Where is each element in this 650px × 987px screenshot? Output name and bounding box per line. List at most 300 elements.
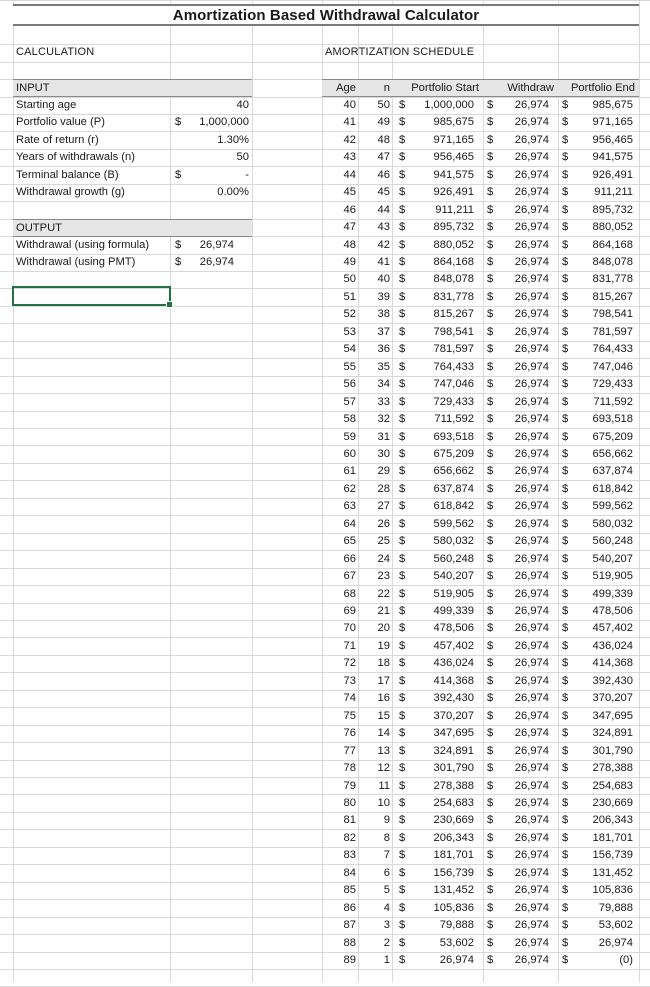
portfolio-end-cell: 880,052 (592, 221, 633, 234)
table-row[interactable] (322, 795, 639, 812)
portfolio-start-cell: 540,207 (433, 570, 474, 583)
withdraw-cell: 26,974 (514, 273, 549, 286)
currency-symbol: $ (399, 622, 406, 635)
withdraw-cell: 26,974 (514, 151, 549, 164)
n-cell: 24 (377, 552, 390, 565)
portfolio-end-cell: 911,211 (594, 186, 633, 199)
currency-symbol: $ (399, 99, 406, 111)
currency-symbol: $ (487, 744, 494, 757)
n-cell: 49 (377, 116, 390, 129)
currency-symbol: $ (562, 325, 569, 338)
currency-symbol: $ (562, 343, 569, 356)
age-cell: 65 (343, 535, 356, 548)
table-row[interactable] (322, 167, 639, 184)
table-row[interactable] (322, 219, 639, 236)
portfolio-start-cell: 131,452 (433, 884, 474, 897)
table-row[interactable] (322, 516, 639, 533)
currency-symbol: $ (562, 465, 569, 478)
n-cell: 36 (377, 343, 390, 356)
currency-symbol: $ (399, 343, 406, 356)
age-cell: 52 (343, 308, 356, 321)
currency-symbol: $ (399, 465, 406, 478)
withdraw-cell: 26,974 (514, 762, 549, 774)
table-row[interactable] (322, 394, 639, 411)
age-cell: 72 (343, 657, 356, 670)
table-row[interactable] (322, 655, 639, 672)
portfolio-end-cell: 711,592 (593, 395, 633, 408)
currency-symbol: $ (399, 552, 406, 565)
withdraw-cell: 26,974 (514, 552, 549, 565)
currency-symbol: $ (487, 535, 494, 548)
currency-symbol: $ (399, 901, 406, 914)
currency-symbol: $ (562, 779, 569, 792)
currency-symbol: $ (562, 866, 569, 879)
table-row[interactable] (322, 586, 639, 603)
table-row[interactable] (322, 760, 639, 777)
n-cell: 40 (377, 273, 390, 286)
portfolio-start-cell: 864,168 (433, 256, 474, 268)
currency-symbol: $ (399, 290, 406, 303)
table-row[interactable] (322, 376, 639, 393)
table-row[interactable] (322, 254, 639, 271)
portfolio-end-cell: 815,267 (592, 290, 633, 303)
currency-symbol: $ (562, 500, 569, 513)
age-cell: 51 (343, 290, 356, 303)
portfolio-start-cell: 971,165 (433, 133, 474, 146)
portfolio-start-cell: 347,695 (433, 727, 474, 740)
table-row[interactable] (322, 481, 639, 498)
age-cell: 82 (343, 831, 356, 844)
table-row[interactable] (322, 568, 639, 585)
portfolio-end-cell: 392,430 (592, 674, 633, 687)
currency-symbol: $ (399, 151, 406, 164)
input-value: 1.30% (217, 133, 249, 146)
table-row[interactable] (322, 708, 639, 725)
age-cell: 64 (343, 517, 356, 530)
portfolio-end-cell: 848,078 (592, 256, 633, 268)
currency-symbol: $ (399, 203, 406, 216)
withdraw-cell: 26,974 (514, 221, 549, 234)
withdraw-cell: 26,974 (514, 290, 549, 303)
table-row[interactable] (322, 743, 639, 760)
age-cell: 78 (343, 762, 356, 774)
table-row[interactable] (322, 411, 639, 428)
currency-symbol: $ (487, 290, 494, 303)
table-row[interactable] (322, 952, 639, 969)
portfolio-end-cell: 230,669 (592, 796, 633, 809)
age-cell: 89 (343, 954, 356, 966)
n-cell: 7 (383, 849, 390, 862)
table-row[interactable] (322, 900, 639, 917)
withdraw-cell: 26,974 (514, 954, 549, 966)
age-cell: 44 (343, 168, 356, 181)
portfolio-end-cell: 675,209 (592, 430, 633, 443)
portfolio-end-cell: 206,343 (592, 814, 633, 827)
currency-symbol: $ (487, 151, 494, 164)
portfolio-start-cell: 181,701 (433, 849, 474, 862)
currency-symbol: $ (562, 570, 569, 583)
currency-symbol: $ (487, 919, 494, 932)
portfolio-start-cell: 1,000,000 (424, 99, 474, 111)
input-header: INPUT (16, 81, 50, 94)
n-cell: 46 (377, 168, 390, 181)
table-row[interactable] (322, 812, 639, 829)
n-cell: 35 (377, 360, 390, 373)
table-row[interactable] (322, 778, 639, 795)
currency-symbol: $ (399, 447, 406, 460)
currency-symbol: $ (562, 133, 569, 146)
currency-symbol: $ (487, 936, 494, 949)
currency-symbol: $ (399, 186, 406, 199)
withdraw-cell: 26,974 (514, 884, 549, 897)
age-cell: 58 (343, 413, 356, 426)
n-cell: 33 (377, 395, 390, 408)
n-cell: 12 (377, 762, 390, 774)
currency-symbol: $ (487, 116, 494, 129)
table-row[interactable] (322, 429, 639, 446)
n-cell: 19 (377, 639, 390, 652)
portfolio-start-cell: 831,778 (433, 290, 474, 303)
portfolio-end-cell: 956,465 (592, 133, 633, 146)
schedule-label: AMORTIZATION SCHEDULE (325, 46, 475, 58)
portfolio-start-cell: 206,343 (433, 831, 474, 844)
currency-symbol: $ (487, 378, 494, 391)
withdraw-cell: 26,974 (514, 709, 549, 722)
input-value: 0.00% (217, 186, 249, 199)
table-row[interactable] (322, 917, 639, 934)
currency-symbol: $ (562, 744, 569, 757)
withdraw-cell: 26,974 (514, 692, 549, 705)
portfolio-start-cell: 156,739 (433, 866, 474, 879)
input-value: 50 (236, 151, 249, 164)
n-cell: 29 (377, 465, 390, 478)
currency-symbol: $ (562, 936, 569, 949)
table-row[interactable] (322, 551, 639, 568)
n-cell: 6 (383, 866, 390, 879)
portfolio-end-cell: 156,739 (592, 849, 633, 862)
currency-symbol: $ (562, 919, 569, 932)
output-currency: $ (175, 256, 182, 268)
table-row[interactable] (322, 114, 639, 131)
currency-symbol: $ (487, 186, 494, 199)
portfolio-start-cell: 599,562 (433, 517, 474, 530)
output-label: Withdrawal (using PMT) (16, 256, 136, 268)
currency-symbol: $ (562, 657, 569, 670)
withdraw-cell: 26,974 (514, 500, 549, 513)
n-cell: 34 (377, 378, 390, 391)
n-cell: 37 (377, 325, 390, 338)
table-row[interactable] (322, 202, 639, 219)
portfolio-start-cell: 985,675 (433, 116, 474, 129)
n-cell: 2 (383, 936, 390, 949)
currency-symbol: $ (562, 430, 569, 443)
n-cell: 5 (383, 884, 390, 897)
currency-symbol: $ (487, 482, 494, 495)
currency-symbol: $ (487, 343, 494, 356)
portfolio-end-cell: 301,790 (592, 744, 633, 757)
table-row[interactable] (322, 533, 639, 550)
table-row[interactable] (322, 271, 639, 288)
input-label: Portfolio value (P) (16, 116, 105, 129)
withdraw-cell: 26,974 (514, 587, 549, 600)
age-cell: 81 (343, 814, 356, 827)
column-header-n: n (383, 81, 390, 94)
output-value: 26,974 (199, 238, 234, 251)
currency-symbol: $ (399, 762, 406, 774)
withdraw-cell: 26,974 (514, 343, 549, 356)
table-row[interactable] (322, 184, 639, 201)
withdraw-cell: 26,974 (514, 447, 549, 460)
age-cell: 61 (343, 465, 356, 478)
table-row[interactable] (322, 237, 639, 254)
currency-symbol: $ (562, 203, 569, 216)
currency-symbol: $ (562, 762, 569, 774)
currency-symbol: $ (487, 622, 494, 635)
withdraw-cell: 26,974 (514, 849, 549, 862)
column-header-withdraw: Withdraw (507, 81, 554, 94)
age-cell: 87 (343, 919, 356, 932)
n-cell: 27 (377, 500, 390, 513)
active-cell-selection[interactable] (12, 286, 171, 306)
portfolio-end-cell: 693,518 (592, 413, 633, 426)
currency-symbol: $ (399, 796, 406, 809)
table-row[interactable] (322, 830, 639, 847)
n-cell: 31 (377, 430, 390, 443)
table-row[interactable] (322, 882, 639, 899)
age-cell: 88 (343, 936, 356, 949)
age-cell: 57 (343, 395, 356, 408)
n-cell: 8 (383, 831, 390, 844)
n-cell: 32 (377, 413, 390, 426)
currency-symbol: $ (399, 535, 406, 548)
n-cell: 45 (377, 186, 390, 199)
age-cell: 54 (343, 343, 356, 356)
column-gridline (639, 0, 640, 982)
currency-symbol: $ (399, 849, 406, 862)
currency-symbol: $ (562, 709, 569, 722)
currency-symbol: $ (399, 133, 406, 146)
input-label: Terminal balance (B) (16, 168, 119, 181)
currency-symbol: $ (399, 378, 406, 391)
table-row[interactable] (322, 620, 639, 637)
table-row[interactable] (322, 673, 639, 690)
input-label: Years of withdrawals (n) (16, 151, 135, 164)
portfolio-end-cell: 599,562 (592, 500, 633, 513)
currency-symbol: $ (562, 378, 569, 391)
currency-symbol: $ (399, 395, 406, 408)
table-row[interactable] (322, 690, 639, 707)
portfolio-start-cell: 618,842 (433, 500, 474, 513)
portfolio-start-cell: 519,905 (433, 587, 474, 600)
currency-symbol: $ (487, 884, 494, 897)
currency-symbol: $ (487, 500, 494, 513)
age-cell: 75 (343, 709, 356, 722)
table-row[interactable] (322, 603, 639, 620)
portfolio-end-cell: 864,168 (592, 238, 633, 251)
portfolio-start-cell: 278,388 (433, 779, 474, 792)
n-cell: 17 (377, 674, 390, 687)
table-row[interactable] (322, 935, 639, 952)
currency-symbol: $ (399, 517, 406, 530)
currency-symbol: $ (399, 430, 406, 443)
input-value: 1,000,000 (199, 116, 249, 129)
currency-symbol: $ (562, 831, 569, 844)
n-cell: 50 (377, 99, 390, 111)
table-row[interactable] (322, 865, 639, 882)
portfolio-end-cell: 580,032 (592, 517, 633, 530)
n-cell: 25 (377, 535, 390, 548)
currency-symbol: $ (562, 168, 569, 181)
withdraw-cell: 26,974 (514, 622, 549, 635)
currency-symbol: $ (487, 831, 494, 844)
currency-symbol: $ (487, 674, 494, 687)
currency-symbol: $ (399, 413, 406, 426)
currency-symbol: $ (399, 168, 406, 181)
withdraw-cell: 26,974 (514, 936, 549, 949)
n-cell: 20 (377, 622, 390, 635)
currency-symbol: $ (562, 692, 569, 705)
portfolio-end-cell: 370,207 (592, 692, 633, 705)
currency-symbol: $ (487, 954, 494, 966)
title-cell[interactable] (13, 4, 639, 26)
portfolio-end-cell: 540,207 (592, 552, 633, 565)
age-cell: 70 (343, 622, 356, 635)
table-row[interactable] (322, 847, 639, 864)
portfolio-end-cell: 729,433 (592, 378, 633, 391)
portfolio-start-cell: 457,402 (433, 639, 474, 652)
age-cell: 48 (343, 238, 356, 251)
withdraw-cell: 26,974 (514, 186, 549, 199)
currency-symbol: $ (562, 413, 569, 426)
portfolio-start-cell: 105,836 (433, 901, 474, 914)
currency-symbol: $ (562, 238, 569, 251)
age-cell: 40 (343, 99, 356, 111)
age-cell: 42 (343, 133, 356, 146)
table-row[interactable] (322, 725, 639, 742)
n-cell: 18 (377, 657, 390, 670)
currency-symbol: $ (487, 168, 494, 181)
table-row[interactable] (322, 359, 639, 376)
currency-symbol: $ (399, 238, 406, 251)
currency-symbol: $ (487, 430, 494, 443)
withdraw-cell: 26,974 (514, 674, 549, 687)
portfolio-start-cell: 926,491 (433, 186, 474, 199)
withdraw-cell: 26,974 (514, 203, 549, 216)
portfolio-end-cell: 941,575 (592, 151, 633, 164)
currency-symbol: $ (562, 221, 569, 234)
table-row[interactable] (322, 446, 639, 463)
table-row[interactable] (322, 306, 639, 323)
portfolio-start-cell: 478,506 (433, 622, 474, 635)
currency-symbol: $ (399, 256, 406, 268)
portfolio-start-cell: 324,891 (433, 744, 474, 757)
withdraw-cell: 26,974 (514, 413, 549, 426)
table-row[interactable] (322, 97, 639, 114)
portfolio-start-cell: 499,339 (433, 605, 474, 617)
portfolio-start-cell: 637,874 (433, 482, 474, 495)
table-row[interactable] (322, 289, 639, 306)
currency-symbol: $ (399, 709, 406, 722)
age-cell: 84 (343, 866, 356, 879)
age-cell: 50 (343, 273, 356, 286)
currency-symbol: $ (487, 639, 494, 652)
n-cell: 15 (377, 709, 390, 722)
currency-symbol: $ (399, 570, 406, 583)
input-currency: $ (175, 168, 182, 181)
age-cell: 55 (343, 360, 356, 373)
currency-symbol: $ (562, 796, 569, 809)
withdraw-cell: 26,974 (514, 238, 549, 251)
portfolio-start-cell: 53,602 (439, 936, 474, 949)
n-cell: 9 (383, 814, 390, 827)
currency-symbol: $ (562, 517, 569, 530)
currency-symbol: $ (487, 308, 494, 321)
portfolio-end-cell: 895,732 (592, 203, 633, 216)
portfolio-end-cell: 560,248 (592, 535, 633, 548)
withdraw-cell: 26,974 (514, 779, 549, 792)
portfolio-end-cell: 254,683 (592, 779, 633, 792)
currency-symbol: $ (487, 605, 494, 617)
currency-symbol: $ (487, 238, 494, 251)
table-row[interactable] (322, 463, 639, 480)
portfolio-start-cell: 230,669 (433, 814, 474, 827)
table-row[interactable] (322, 341, 639, 358)
page-title: Amortization Based Withdrawal Calculator (172, 6, 480, 24)
table-row[interactable] (322, 498, 639, 515)
table-row[interactable] (322, 149, 639, 166)
withdraw-cell: 26,974 (514, 796, 549, 809)
withdraw-cell: 26,974 (514, 605, 549, 617)
currency-symbol: $ (562, 622, 569, 635)
n-cell: 43 (377, 221, 390, 234)
age-cell: 56 (343, 378, 356, 391)
table-row[interactable] (322, 324, 639, 341)
currency-symbol: $ (487, 814, 494, 827)
portfolio-start-cell: 895,732 (433, 221, 474, 234)
age-cell: 66 (343, 552, 356, 565)
column-gridline (13, 0, 14, 982)
portfolio-start-cell: 911,211 (435, 203, 474, 216)
portfolio-start-cell: 560,248 (433, 552, 474, 565)
portfolio-start-cell: 747,046 (433, 378, 474, 391)
portfolio-end-cell: 457,402 (592, 622, 633, 635)
portfolio-start-cell: 656,662 (433, 465, 474, 478)
age-cell: 43 (343, 151, 356, 164)
age-cell: 76 (343, 727, 356, 740)
age-cell: 86 (343, 901, 356, 914)
age-cell: 47 (343, 221, 356, 234)
currency-symbol: $ (487, 709, 494, 722)
portfolio-start-cell: 693,518 (433, 430, 474, 443)
withdraw-cell: 26,974 (514, 308, 549, 321)
column-header-portfolio-start: Portfolio Start (411, 81, 479, 94)
fill-handle[interactable] (166, 301, 173, 308)
currency-symbol: $ (399, 866, 406, 879)
table-row[interactable] (322, 132, 639, 149)
n-cell: 13 (377, 744, 390, 757)
table-row[interactable] (322, 638, 639, 655)
input-currency: $ (175, 116, 182, 129)
age-cell: 67 (343, 570, 356, 583)
currency-symbol: $ (562, 290, 569, 303)
currency-symbol: $ (562, 395, 569, 408)
portfolio-end-cell: 499,339 (592, 587, 633, 600)
currency-symbol: $ (562, 99, 569, 111)
withdraw-cell: 26,974 (514, 535, 549, 548)
currency-symbol: $ (562, 447, 569, 460)
n-cell: 41 (377, 256, 390, 268)
portfolio-end-cell: 831,778 (592, 273, 633, 286)
